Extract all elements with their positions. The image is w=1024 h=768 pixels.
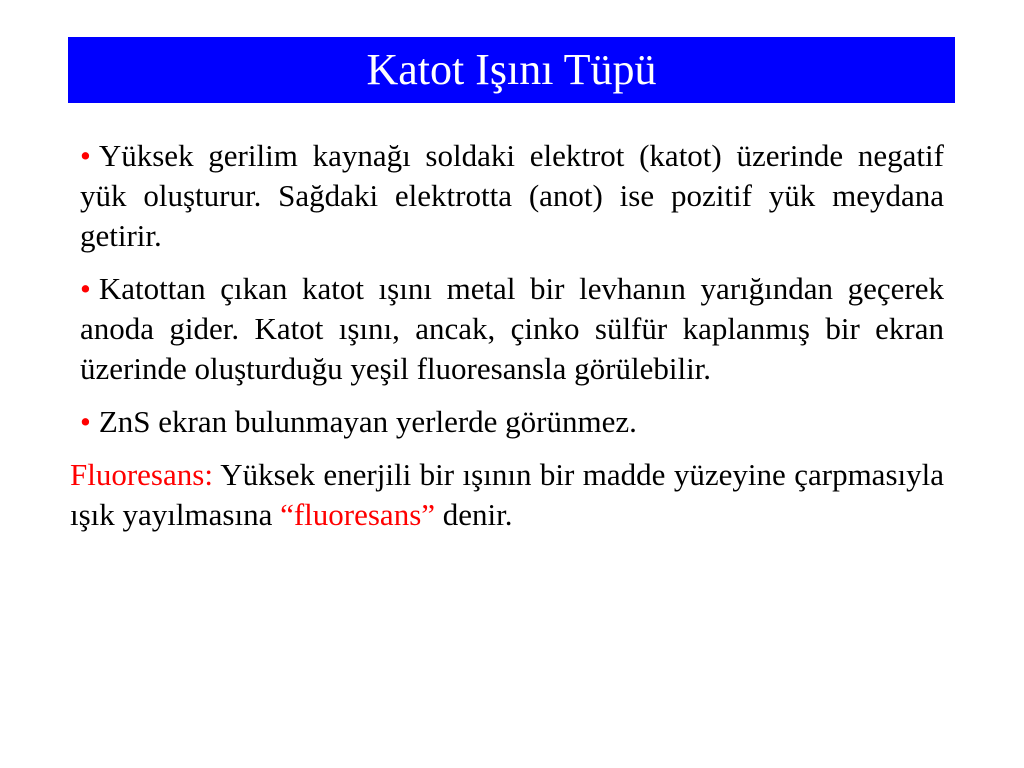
definition-term: Fluoresans: (70, 457, 213, 492)
bullet-text: Katottan çıkan katot ışını metal bir levhanın yarığından geçerek anoda gider. Katot ışını, ancak, çinko sülfür kaplanmış bir ekran üzerinde oluşturduğu yeşil fluoresansla görülebilir. (80, 271, 944, 386)
bullet-item-1 (70, 136, 944, 256)
slide-content (70, 136, 944, 535)
definition-text-after: denir. (435, 497, 513, 532)
definition-quoted-term: “fluoresans” (280, 497, 436, 532)
slide-title: Katot Işını Tüpü (366, 45, 657, 94)
bullet-item-3 (70, 402, 944, 442)
title-bar (68, 37, 955, 103)
definition-paragraph (70, 455, 944, 535)
definition-text-before: Yüksek enerjili bir ışının bir madde yüzeyine çarpmasıyla ışık yayılmasına (70, 457, 944, 532)
bullet-item-2 (70, 269, 944, 389)
bullet-marker-icon: • (80, 138, 91, 173)
bullet-marker-icon: • (80, 271, 91, 306)
bullet-text: ZnS ekran bulunmayan yerlerde görünmez. (98, 404, 637, 439)
bullet-text: Yüksek gerilim kaynağı soldaki elektrot (katot) üzerinde negatif yük oluşturur. Sağdaki elektrotta (anot) ise pozitif yük meydana getirir. (80, 138, 944, 253)
bullet-marker-icon: • (80, 404, 91, 439)
